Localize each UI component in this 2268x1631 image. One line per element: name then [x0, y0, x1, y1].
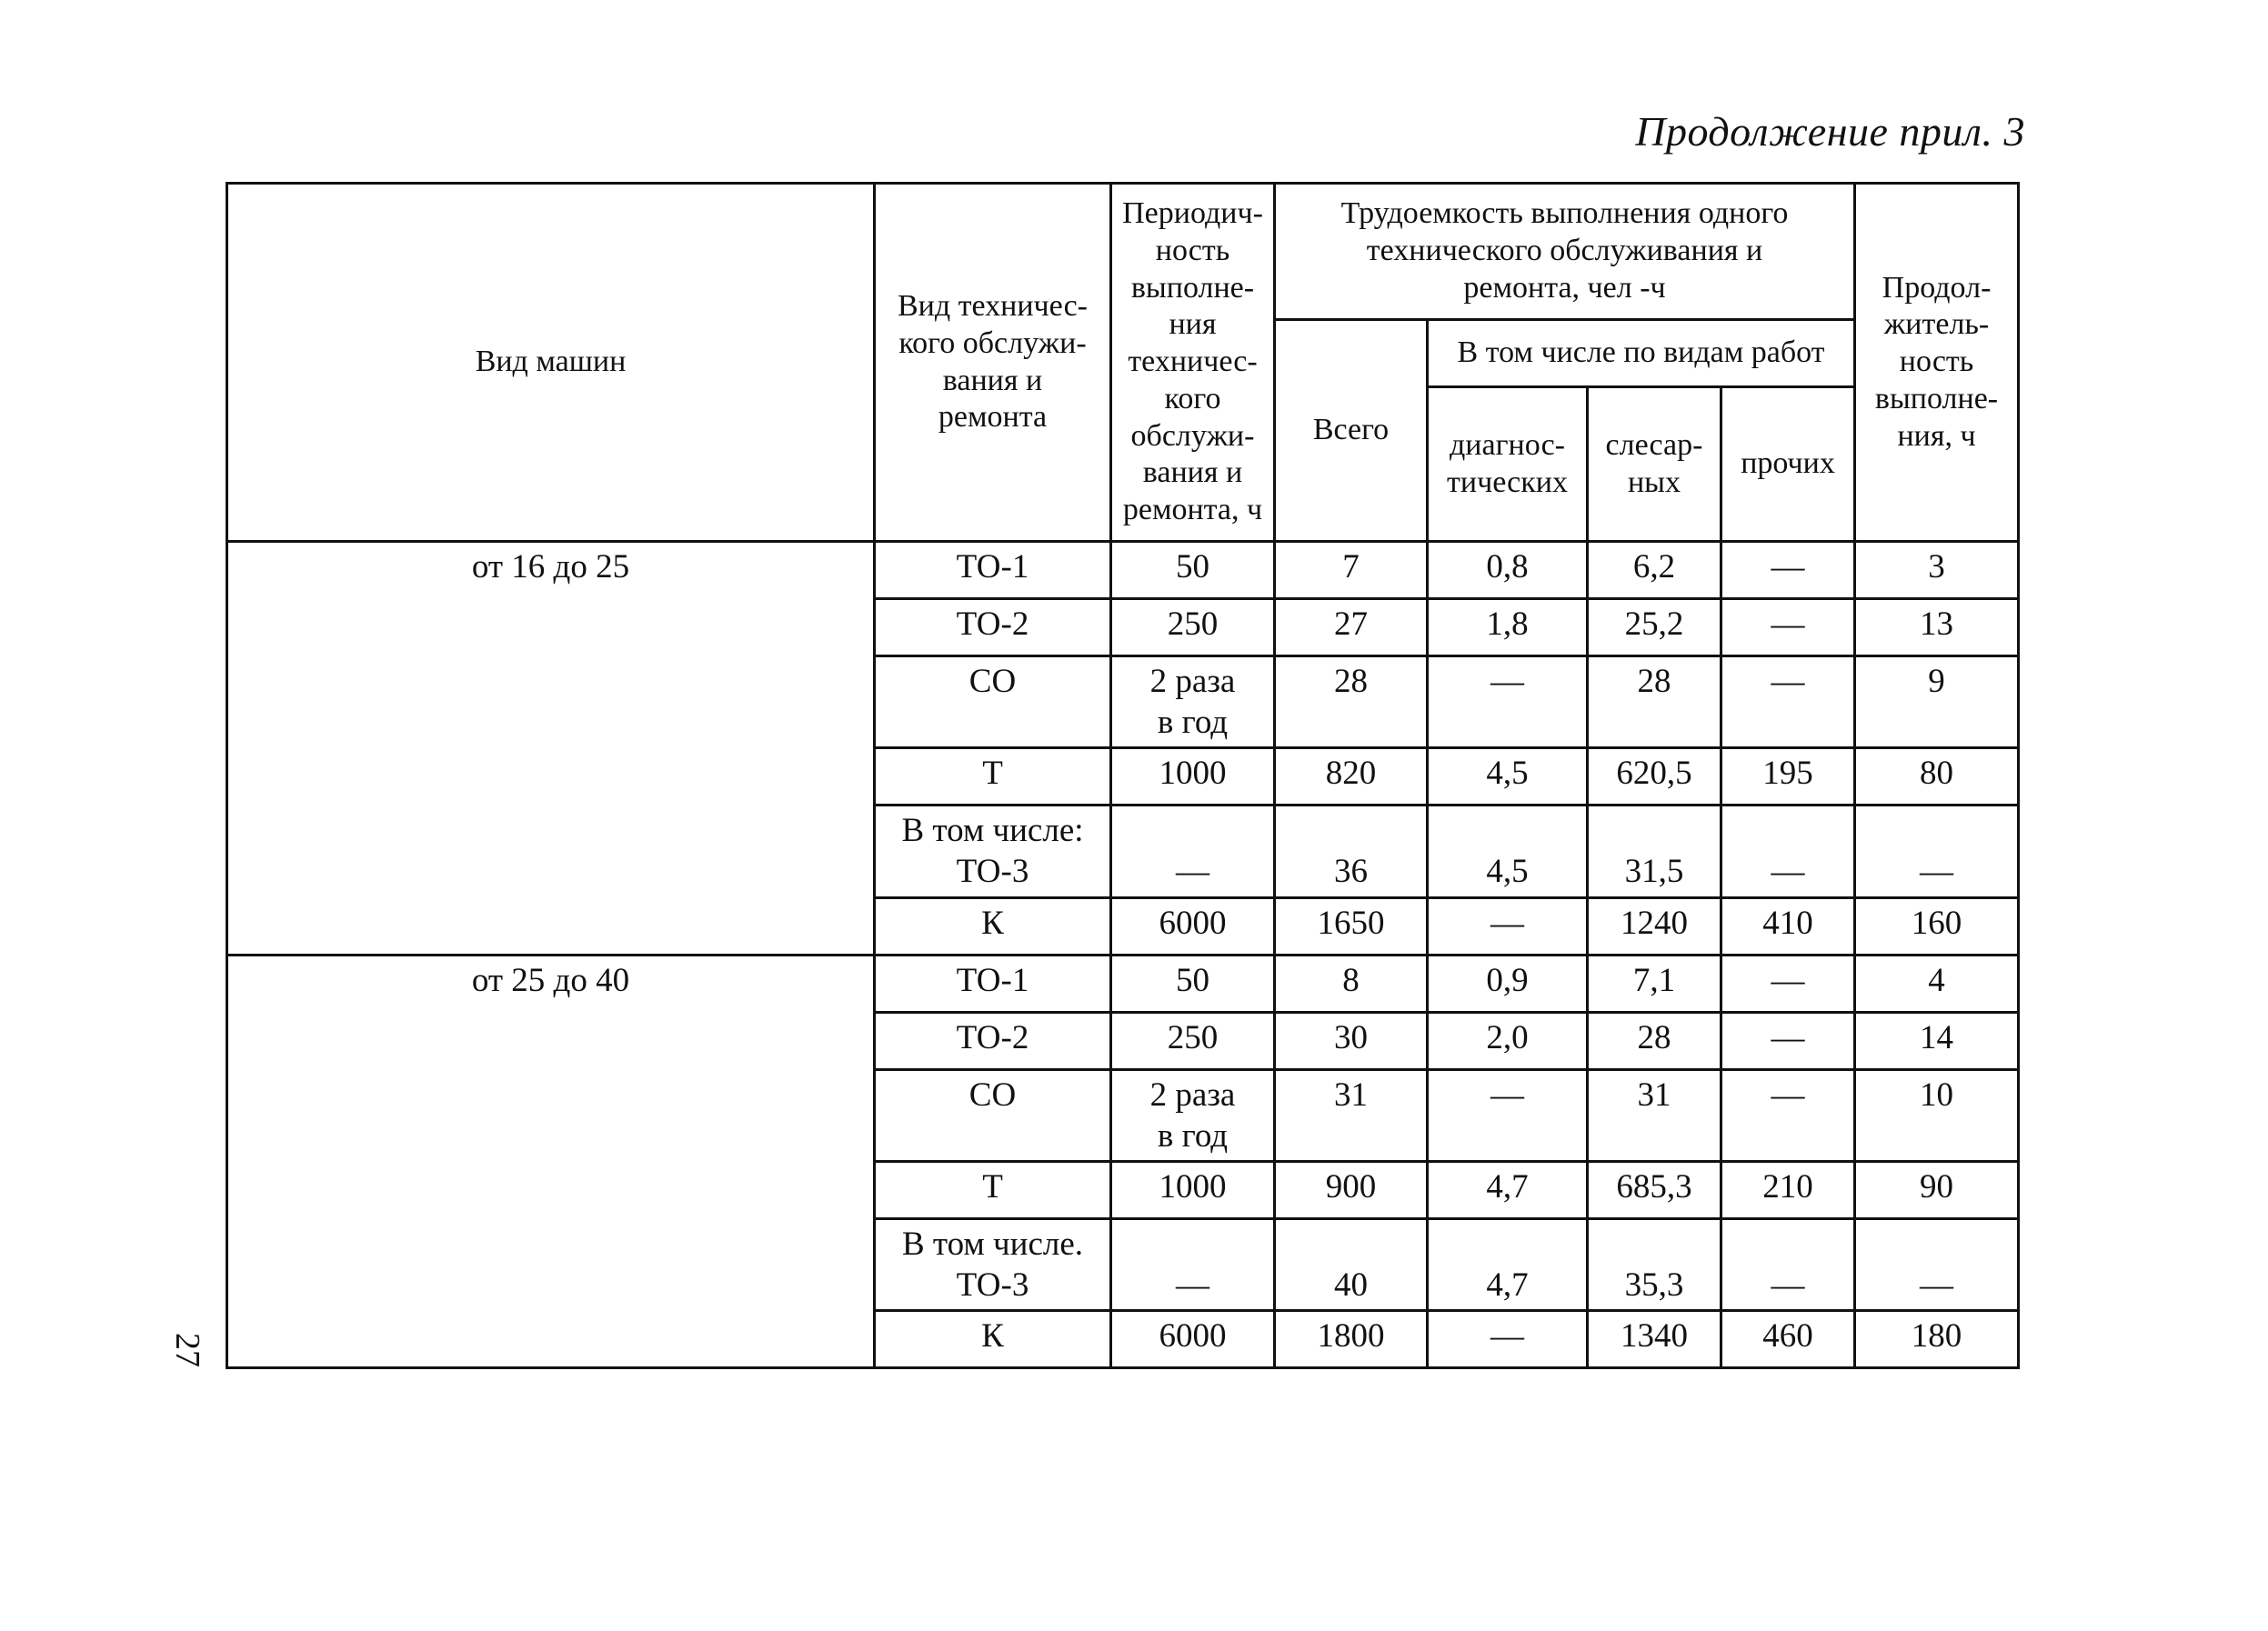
cell-lock: 35,3 — [1588, 1218, 1721, 1310]
cell-diag: 4,5 — [1428, 805, 1588, 897]
cell-total: 900 — [1275, 1161, 1428, 1218]
cell-period: 6000 — [1111, 1311, 1275, 1368]
cell-period: 250 — [1111, 1012, 1275, 1069]
cell-diag: 2,0 — [1428, 1012, 1588, 1069]
cell-lock: 25,2 — [1588, 599, 1721, 656]
cell-total: 40 — [1275, 1218, 1428, 1310]
cell-period: — — [1111, 805, 1275, 897]
cell-other: 210 — [1721, 1161, 1855, 1218]
cell-diag: 4,7 — [1428, 1218, 1588, 1310]
cell-lock: 1340 — [1588, 1311, 1721, 1368]
cell-duration: 3 — [1855, 542, 2019, 599]
cell-type: В том числе: ТО-3 — [875, 805, 1111, 897]
cell-diag: — — [1428, 897, 1588, 955]
cell-type: ТО-2 — [875, 599, 1111, 656]
cell-other: — — [1721, 599, 1855, 656]
cell-duration: 80 — [1855, 748, 2019, 805]
cell-lock: 31 — [1588, 1069, 1721, 1161]
cell-duration: 180 — [1855, 1311, 2019, 1368]
cell-diag: 4,7 — [1428, 1161, 1588, 1218]
cell-total: 7 — [1275, 542, 1428, 599]
cell-total: 1800 — [1275, 1311, 1428, 1368]
cell-other: — — [1721, 805, 1855, 897]
cell-total: 820 — [1275, 748, 1428, 805]
cell-other: — — [1721, 542, 1855, 599]
cell-total: 27 — [1275, 599, 1428, 656]
cell-total: 8 — [1275, 955, 1428, 1012]
cell-duration: 160 — [1855, 897, 2019, 955]
cell-duration: 4 — [1855, 955, 2019, 1012]
header-periodicity: Периодич- ность выполне- ния техничес- кого обслужи- вания и ремонта, ч — [1111, 184, 1275, 542]
cell-diag: 0,8 — [1428, 542, 1588, 599]
cell-total: 28 — [1275, 656, 1428, 748]
table-row — [227, 542, 2019, 599]
cell-total: 30 — [1275, 1012, 1428, 1069]
group-name: от 25 до 40 — [227, 955, 875, 1368]
header-other: прочих — [1721, 387, 1855, 542]
cell-type: К — [875, 897, 1111, 955]
cell-other: 195 — [1721, 748, 1855, 805]
header-machine-type: Вид машин — [227, 184, 875, 542]
cell-total: 36 — [1275, 805, 1428, 897]
cell-duration: 10 — [1855, 1069, 2019, 1161]
cell-other: — — [1721, 955, 1855, 1012]
header-locksmith: слесар- ных — [1588, 387, 1721, 542]
cell-lock: 1240 — [1588, 897, 1721, 955]
cell-duration: — — [1855, 1218, 2019, 1310]
cell-period: — — [1111, 1218, 1275, 1310]
cell-period: 50 — [1111, 542, 1275, 599]
cell-lock: 31,5 — [1588, 805, 1721, 897]
cell-other: — — [1721, 1012, 1855, 1069]
cell-type: К — [875, 1311, 1111, 1368]
cell-diag: — — [1428, 1311, 1588, 1368]
header-service-type: Вид техничес- кого обслужи- вания и ремонта — [875, 184, 1111, 542]
header-labor: Трудоемкость выполнения одного технического обслуживания и ремонта, чел -ч — [1275, 184, 1855, 320]
cell-lock: 28 — [1588, 656, 1721, 748]
cell-lock: 620,5 — [1588, 748, 1721, 805]
cell-period: 2 раза в год — [1111, 1069, 1275, 1161]
cell-lock: 685,3 — [1588, 1161, 1721, 1218]
cell-total: 31 — [1275, 1069, 1428, 1161]
cell-period: 1000 — [1111, 748, 1275, 805]
cell-diag: — — [1428, 1069, 1588, 1161]
cell-lock: 7,1 — [1588, 955, 1721, 1012]
cell-period: 2 раза в год — [1111, 656, 1275, 748]
cell-lock: 28 — [1588, 1012, 1721, 1069]
header-total: Всего — [1275, 320, 1428, 542]
cell-period: 50 — [1111, 955, 1275, 1012]
cell-type: Т — [875, 748, 1111, 805]
cell-diag: — — [1428, 656, 1588, 748]
cell-diag: 4,5 — [1428, 748, 1588, 805]
cell-other: — — [1721, 656, 1855, 748]
cell-period: 1000 — [1111, 1161, 1275, 1218]
cell-other: 410 — [1721, 897, 1855, 955]
group-name: от 16 до 25 — [227, 542, 875, 956]
cell-lock: 6,2 — [1588, 542, 1721, 599]
header-duration: Продол- житель- ность выполне- ния, ч — [1855, 184, 2019, 542]
cell-duration: 14 — [1855, 1012, 2019, 1069]
cell-other: — — [1721, 1218, 1855, 1310]
cell-type: В том числе. ТО-3 — [875, 1218, 1111, 1310]
cell-type: ТО-2 — [875, 1012, 1111, 1069]
cell-duration: 9 — [1855, 656, 2019, 748]
cell-period: 250 — [1111, 599, 1275, 656]
cell-type: СО — [875, 1069, 1111, 1161]
cell-type: СО — [875, 656, 1111, 748]
cell-diag: 0,9 — [1428, 955, 1588, 1012]
cell-total: 1650 — [1275, 897, 1428, 955]
cell-period: 6000 — [1111, 897, 1275, 955]
cell-other: — — [1721, 1069, 1855, 1161]
cell-type: Т — [875, 1161, 1111, 1218]
cell-type: ТО-1 — [875, 542, 1111, 599]
cell-duration: 90 — [1855, 1161, 2019, 1218]
header-by-work-type: В том числе по видам работ — [1428, 320, 1855, 387]
cell-duration: — — [1855, 805, 2019, 897]
cell-diag: 1,8 — [1428, 599, 1588, 656]
table-row — [227, 955, 2019, 1012]
header-diagnostic: диагнос- тических — [1428, 387, 1588, 542]
cell-type: ТО-1 — [875, 955, 1111, 1012]
maintenance-table — [226, 182, 2020, 1369]
cell-duration: 13 — [1855, 599, 2019, 656]
cell-other: 460 — [1721, 1311, 1855, 1368]
page-number: 27 — [168, 1333, 206, 1367]
continuation-title: Продолжение прил. 3 — [1635, 108, 2025, 155]
